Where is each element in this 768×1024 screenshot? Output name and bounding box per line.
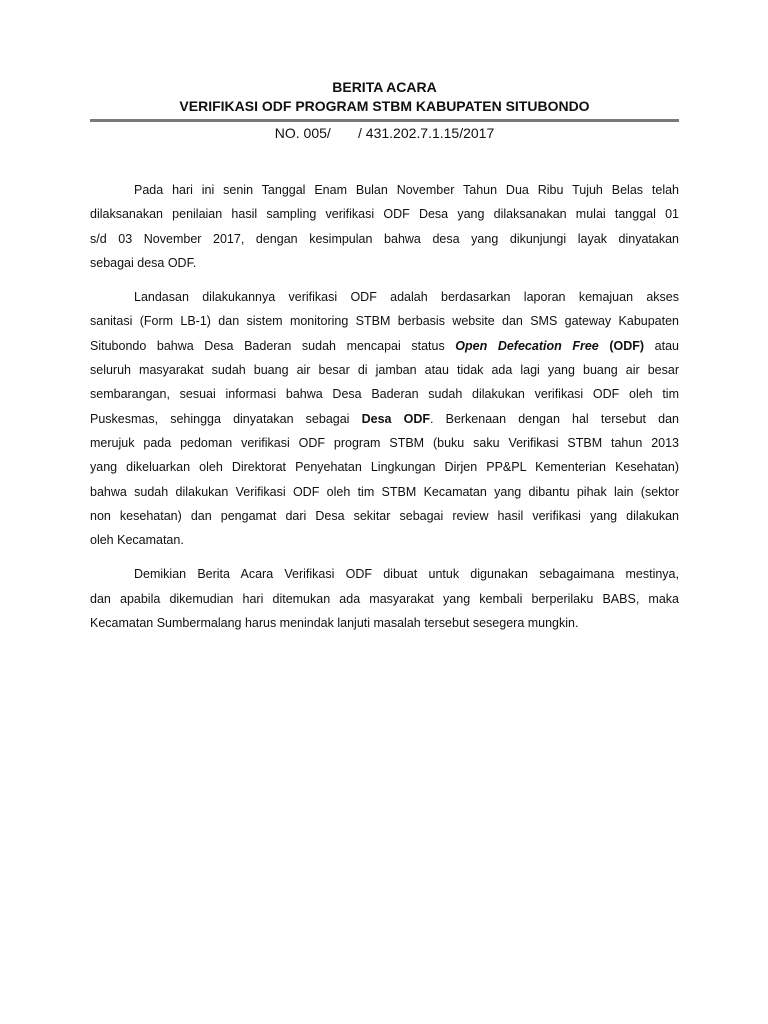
document-subtitle: VERIFIKASI ODF PROGRAM STBM KABUPATEN SITUBONDO	[179, 98, 590, 114]
text-line: sembarangan, sesuai informasi bahwa Desa Baderan sudah dilakukan verifikasi ODF oleh tim	[90, 387, 679, 402]
text-line: oleh Kecamatan.	[90, 533, 184, 548]
paragraph-opening	[90, 178, 679, 275]
text-line: yang dikeluarkan oleh Direktorat Penyehatan Lingkungan Dirjen PP&PL Kementerian Kesehatan)	[90, 460, 679, 475]
text-line: s/d 03 November 2017, dengan kesimpulan bahwa desa yang dikunjungi layak dinyatakan	[90, 231, 679, 246]
emphasis-desa-odf: Desa ODF	[361, 411, 430, 426]
paragraph-basis	[90, 285, 679, 552]
document-title: BERITA ACARA	[332, 79, 437, 95]
text-line: sanitasi (Form LB-1) dan sistem monitoring STBM berbasis website dan SMS gateway Kabupaten	[90, 314, 679, 329]
text-line: Kecamatan Sumbermalang harus menindak lanjuti masalah tersebut sesegera mungkin.	[90, 616, 579, 631]
text-line: Situbondo bahwa Desa Baderan sudah mencapai status Open Defecation Free (ODF) atau	[90, 338, 679, 353]
text-line: merujuk pada pedoman verifikasi ODF program STBM (buku saku Verifikasi STBM tahun 2013	[90, 435, 679, 450]
text-line: dan apabila dikemudian hari ditemukan ada masyarakat yang kembali berperilaku BABS, maka	[90, 591, 679, 606]
text-line: Puskesmas, sehingga dinyatakan sebagai Desa ODF. Berkenaan dengan hal tersebut dan	[90, 411, 679, 426]
text-line: Pada hari ini senin Tanggal Enam Bulan November Tahun Dua Ribu Tujuh Belas telah	[134, 183, 679, 197]
text-line: Demikian Berita Acara Verifikasi ODF dibuat untuk digunakan sebagaimana mestinya,	[134, 567, 679, 582]
text-line: bahwa sudah dilakukan Verifikasi ODF oleh tim STBM Kecamatan yang dibantu pihak lain (sektor	[90, 484, 679, 499]
text-line: non kesehatan) dan pengamat dari Desa sekitar sebagai review hasil verifikasi yang dilakukan	[90, 508, 679, 523]
document-header	[90, 78, 679, 143]
text-line: Landasan dilakukannya verifikasi ODF adalah berdasarkan laporan kemajuan akses	[134, 290, 679, 305]
text-line: dilaksanakan penilaian hasil sampling verifikasi ODF Desa yang dilaksanakan mulai tanggal 01	[90, 207, 679, 222]
emphasis-odf-term: Open Defecation Free	[455, 338, 599, 353]
emphasis-odf-abbr: (ODF)	[609, 338, 645, 353]
document-number: NO. 005/ / 431.202.7.1.15/2017	[274, 125, 495, 141]
text-line: sebagai desa ODF.	[90, 255, 197, 270]
text-line: seluruh masyarakat sudah buang air besar di jamban atau tidak ada lagi yang buang air besar	[90, 363, 679, 378]
paragraph-closing	[90, 562, 679, 635]
header-divider	[90, 119, 679, 122]
document-body	[90, 178, 679, 645]
